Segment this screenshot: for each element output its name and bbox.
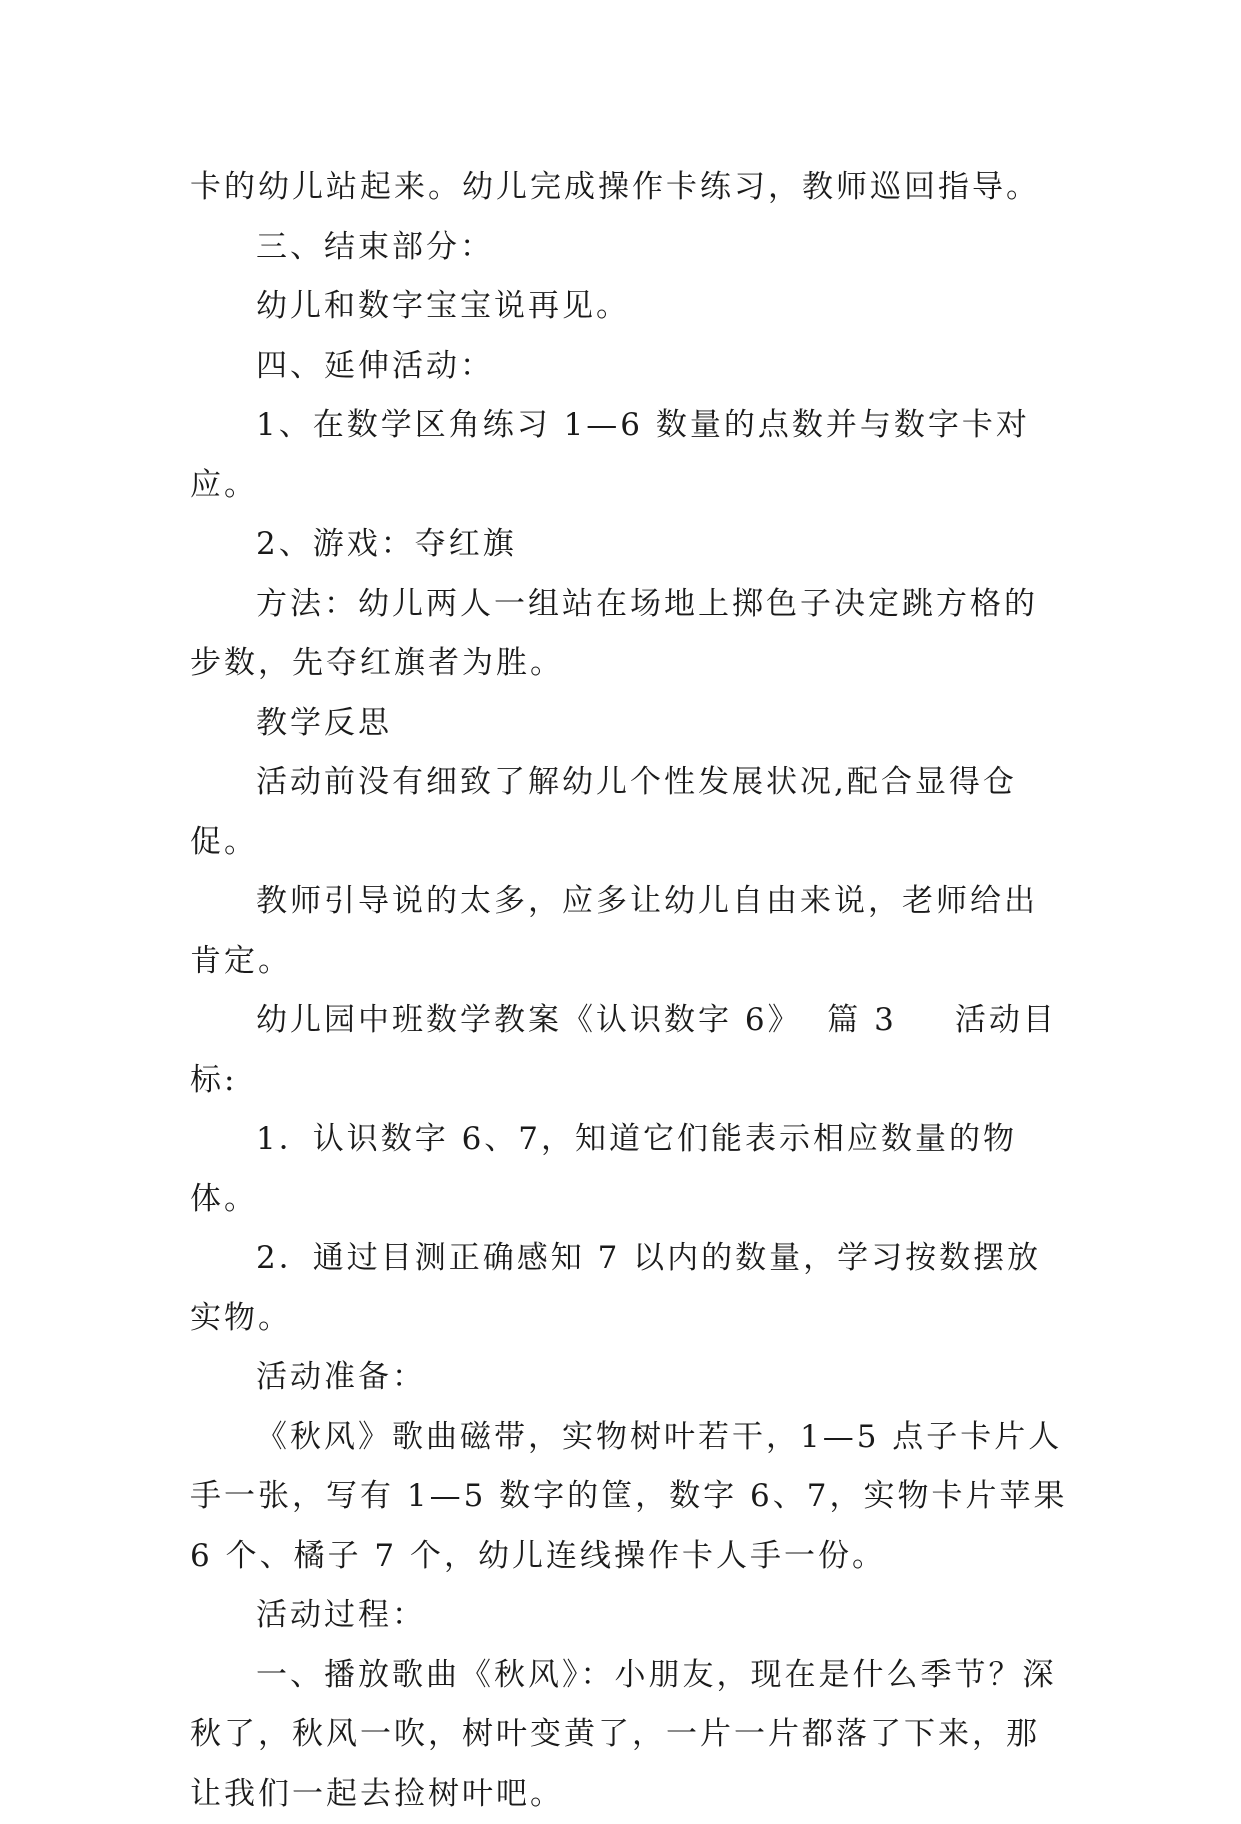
lesson-part: 篇 3 <box>827 1002 897 1038</box>
list-item: 1．认识数字 6、7，知道它们能表示相应数量的物体。 <box>190 1110 1070 1229</box>
section-heading-reflection: 教学反思 <box>190 694 1070 754</box>
document-body <box>190 158 1070 1824</box>
paragraph: 一、播放歌曲《秋风》：小朋友，现在是什么季节？深秋了，秋风一吹，树叶变黄了，一片一片都落了下来，那让我们一起去捡树叶吧。 <box>190 1646 1070 1824</box>
goals-label: 活动目标: <box>190 1002 1057 1098</box>
section-heading-extension: 四、延伸活动： <box>190 337 1070 397</box>
paragraph: 方法：幼儿两人一组站在场地上掷色子决定跳方格的步数，先夺红旗者为胜。 <box>190 575 1070 694</box>
paragraph: 卡的幼儿站起来。幼儿完成操作卡练习，教师巡回指导。 <box>190 158 1070 218</box>
section-heading-process: 活动过程： <box>190 1586 1070 1646</box>
paragraph: 活动前没有细致了解幼儿个性发展状况,配合显得仓促。 <box>190 753 1070 872</box>
list-item: 2．通过目测正确感知 7 以内的数量，学习按数摆放实物。 <box>190 1229 1070 1348</box>
paragraph: 幼儿和数字宝宝说再见。 <box>190 277 1070 337</box>
lesson-heading <box>190 991 1070 1110</box>
list-item: 2、游戏：夺红旗 <box>190 515 1070 575</box>
section-heading-conclusion: 三、结束部分： <box>190 218 1070 278</box>
list-item: 1、在数学区角练习 1—6 数量的点数并与数字卡对应。 <box>190 396 1070 515</box>
paragraph: 《秋风》歌曲磁带，实物树叶若干，1—5 点子卡片人手一张，写有 1—5 数字的筐，数字 6、7，实物卡片苹果 6 个、橘子 7 个，幼儿连线操作卡人手一份。 <box>190 1408 1070 1587</box>
lesson-title: 幼儿园中班数学教案《认识数字 6》 <box>256 1002 802 1038</box>
paragraph: 教师引导说的太多，应多让幼儿自由来说，老师给出肯定。 <box>190 872 1070 991</box>
section-heading-preparation: 活动准备： <box>190 1348 1070 1408</box>
